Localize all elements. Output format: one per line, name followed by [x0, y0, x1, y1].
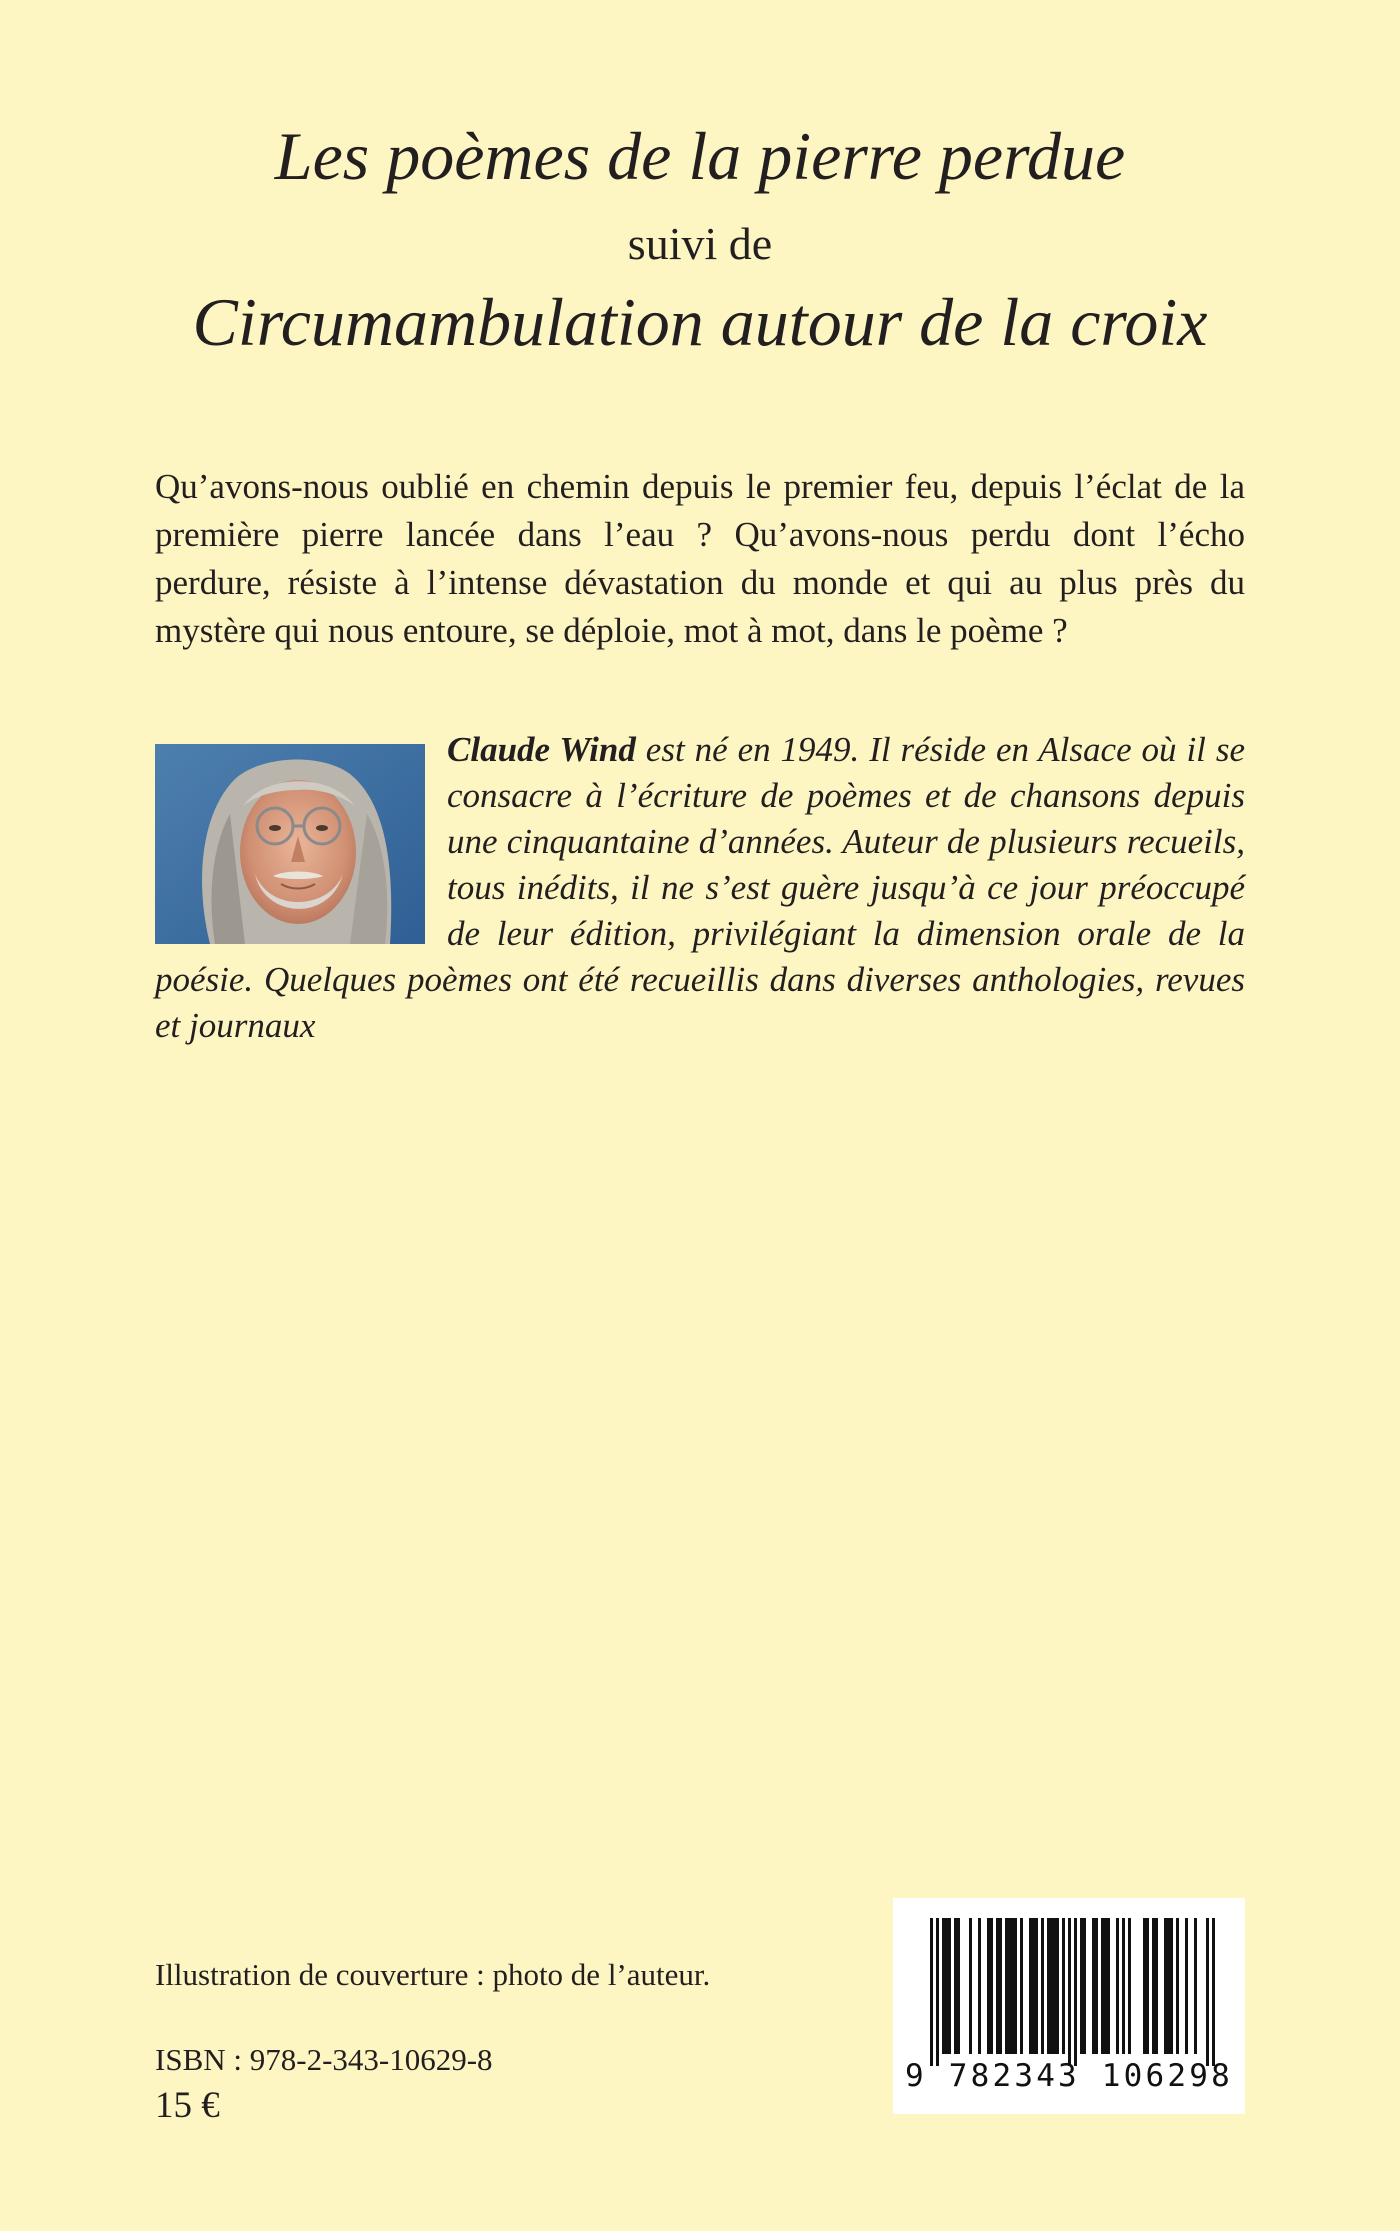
barcode-bar	[1152, 1918, 1158, 2054]
barcode-bar	[1074, 1918, 1077, 2066]
author-bio	[155, 727, 1245, 1049]
author-photo	[155, 744, 425, 944]
barcode-bar	[1194, 1918, 1197, 2054]
barcode-bar	[1101, 1918, 1110, 2054]
author-bio-text: est né en 1949. Il réside en Alsace où il se consacre à l’écriture de poèmes et de chansons depuis une cinquantaine d’années. Auteur de plusieurs recueils, tous inédits, il ne s’est guère jusqu’à ce jour préoccupé de leur édition, privilégiant la dimension orale de la poésie. Quelques poèmes ont été recueillis dans diverses anthologies, revues et journaux	[155, 730, 1245, 1045]
barcode-bar	[1206, 1918, 1209, 2066]
author-name: Claude Wind	[447, 730, 636, 769]
barcode	[893, 1898, 1245, 2114]
barcode-bar	[954, 1918, 960, 2054]
barcode-bar	[1005, 1918, 1017, 2054]
barcode-bar	[1029, 1918, 1038, 2054]
barcode-bar	[1176, 1918, 1179, 2054]
illustration-credit: Illustration de couverture : photo de l’auteur.	[155, 1957, 711, 1992]
barcode-bar	[1122, 1918, 1125, 2054]
barcode-bar	[1143, 1918, 1149, 2054]
barcode-bar	[1062, 1918, 1065, 2054]
book-subtitle: Circumambulation autour de la croix	[192, 284, 1208, 360]
title-connector: suivi de	[627, 218, 773, 269]
book-title: Les poèmes de la pierre perdue	[274, 118, 1126, 194]
barcode-digits: 9 782343 106298	[905, 2058, 1233, 2094]
barcode-bar	[1116, 1918, 1119, 2054]
barcode-bar	[1212, 1918, 1215, 2066]
barcode-bar	[930, 1918, 933, 2066]
barcode-bar	[1164, 1918, 1173, 2054]
isbn: ISBN : 978-2-343-10629-8	[155, 2042, 493, 2077]
title-block	[0, 112, 1400, 366]
price: 15 €	[155, 2085, 220, 2126]
barcode-bar	[1185, 1918, 1188, 2054]
barcode-bar	[1068, 1918, 1071, 2066]
barcode-bar	[978, 1918, 981, 2054]
barcode-bar	[1041, 1918, 1044, 2054]
barcode-bar	[936, 1918, 939, 2066]
barcode-bar	[1020, 1918, 1023, 2054]
barcode-bar	[1080, 1918, 1086, 2054]
barcode-bar	[1092, 1918, 1098, 2054]
barcode-bar	[1047, 1918, 1059, 2054]
barcode-bar	[987, 1918, 993, 2054]
back-cover-blurb: Qu’avons-nous oublié en chemin depuis le premier feu, depuis l’éclat de la première pierre lancée dans l’eau ? Qu’avons-nous perdu dont l’écho perdure, résiste à l’intense dévastation du monde et qui au plus près du mystère qui nous entoure, se déploie, mot à mot, dans le poème ?	[155, 467, 1245, 650]
barcode-bar	[996, 1918, 1002, 2054]
barcode-bar	[942, 1918, 951, 2054]
barcode-bar	[969, 1918, 972, 2054]
barcode-bar	[1128, 1918, 1131, 2054]
